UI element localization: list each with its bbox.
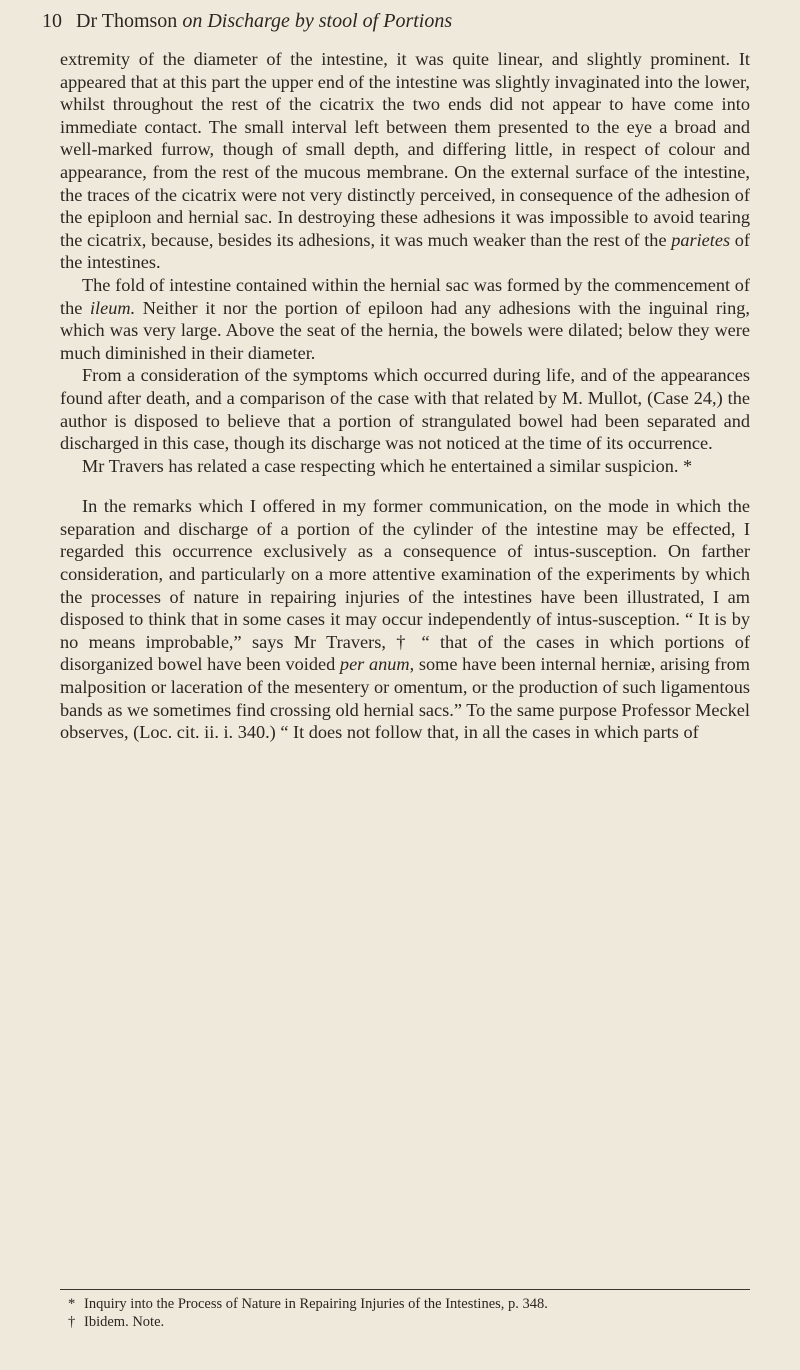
paragraph-1 — [60, 48, 750, 274]
paragraph-3 — [60, 364, 750, 454]
footnote-1 — [60, 1295, 750, 1313]
footnote-mark: * — [68, 1296, 76, 1312]
footnote-rule — [60, 1289, 750, 1290]
running-title-prefix: Dr Thomson — [76, 10, 183, 32]
text-run: of the intestines. — [60, 229, 750, 273]
text-run: The fold of intestine contained within the hernial sac was formed by the commencement of the — [60, 274, 750, 318]
page-number: 10 — [42, 10, 62, 32]
footnote-mark: † — [68, 1314, 76, 1330]
text-run: , some have been internal herniæ, arising from malposition or laceration of the mesentery or omentum, or the production of such ligamentous bands as we sometimes find crossing old hernial sacs.” To the same purpose Professor Meckel observes, (Loc. cit. ii. i. 340.) “ It does not follow that, in all the cases in which parts of — [60, 654, 750, 743]
running-title-italic: on Discharge by stool of Portions — [182, 10, 453, 32]
paragraph-5 — [60, 495, 750, 744]
body-text — [60, 48, 750, 744]
text-run: extremity of the diameter of the intestine, it was quite linear, and slightly prominent. It appeared that at this part the upper end of the intestine was slightly invaginated into the lower, whilst throughout the rest of the cicatrix the two ends did not appear to have come into immediate contact. The small interval left between them presented to the eye a broad and well-marked furrow, though of small depth, and differing little, in respect of colour and appearance, from the rest of the mucous membrane. On the external surface of the intestine, the traces of the cicatrix were not very distinctly perceived, in consequence of the adhesion of the epiploon and hernial sac. In destroying these adhesions it was impossible to avoid tearing the cicatrix, because, besides its adhesions, it was much weaker than the rest of the — [60, 49, 750, 250]
footnote-2 — [60, 1313, 750, 1331]
text-run: From a consideration of the symptoms which occurred during life, and of the appearances found after death, and a comparison of the case with that related by M. Mullot, (Case 24,) the author is disposed to believe that a portion of strangulated bowel had been separated and discharged in this case, though its discharge was not noticed at the time of its occurrence. — [60, 365, 750, 454]
text-run: Mr Travers has related a case respecting which he entertained a similar suspicion. * — [82, 455, 693, 476]
footnote-text: Inquiry into the Process of Nature in Repairing Injuries of the Intestines, p. 348. — [84, 1296, 548, 1312]
italic-run: parietes — [671, 229, 731, 250]
footnote-text: Ibidem. Note. — [84, 1314, 165, 1330]
footnotes — [60, 1295, 750, 1331]
paragraph-4 — [60, 455, 750, 478]
italic-run: per anum — [339, 654, 410, 675]
italic-run: ileum. — [89, 297, 136, 318]
running-head — [42, 10, 762, 33]
paragraph-2 — [60, 274, 750, 364]
text-run: Neither it nor the portion of epiloon had any adhesions with the inguinal ring, which was very large. Above the seat of the hernia, the bowels were dilated; below they were much diminished in their diameter. — [60, 297, 750, 363]
text-run: In the remarks which I offered in my former communication, on the mode in which the separation and discharge of a portion of the cylinder of the intestine may be effected, I regarded this occurrence exclusively as a consequence of intus-susception. On farther consideration, and particularly on a more attentive examination of the experiments by which the processes of nature in repairing injuries of the intestines have been illustrated, I am disposed to think that in some cases it may occur independently of intus-susception. “ It is by no means improbable,” says Mr Travers, † “ that of the cases in which portions of disorganized bowel have been voided — [60, 496, 750, 675]
